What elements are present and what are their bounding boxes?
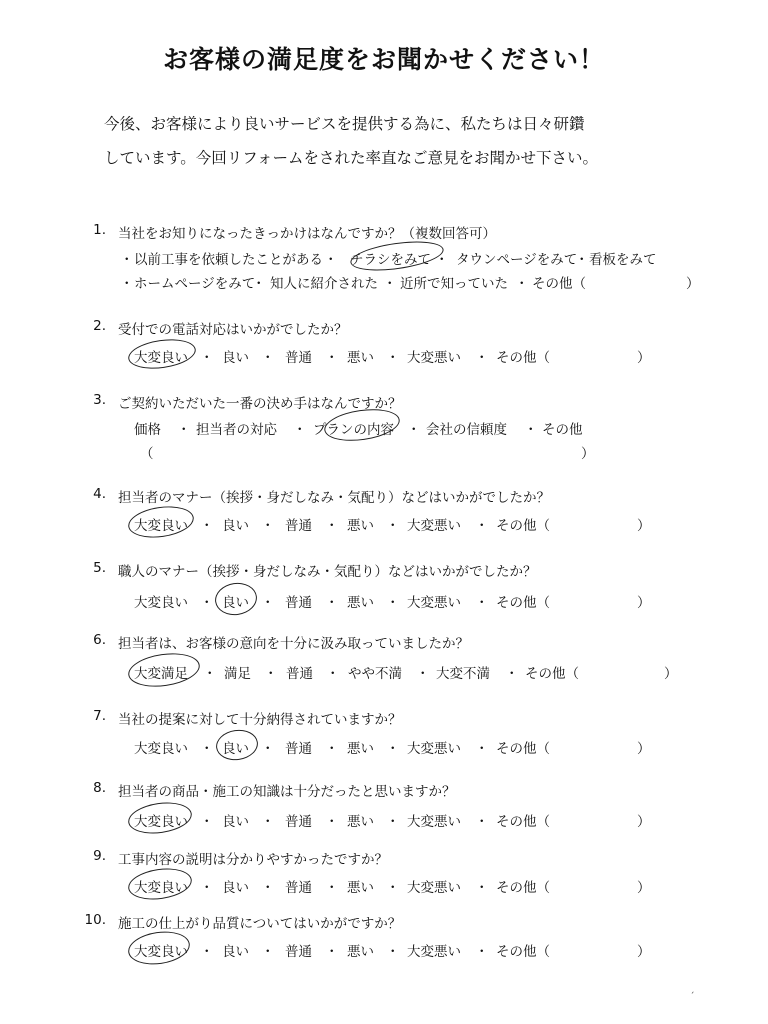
option-label: 価格 [134,422,161,438]
option-label: 良い [222,944,249,960]
question-text: 当社の提案に対して十分納得されていますか？ [118,712,402,728]
option-label: 大変良い [134,595,188,611]
option-label: 悪い [347,741,374,757]
bracket-close: ） [637,741,651,757]
question-text: 担当者の商品・施工の知識は十分だったと思いますか？ [118,784,456,800]
bracket-close: ） [637,814,651,830]
question-text: ご契約いただいた一番の決め手はなんですか？ [118,396,402,412]
selected-circle [126,649,202,691]
option-label: 良い [222,741,249,757]
option-label: 普通 [285,595,312,611]
option-label: やや不満 [348,666,402,682]
bullet: ・ [200,880,214,896]
bracket-close: ） [664,666,678,682]
bullet: ・ [252,276,266,292]
bullet: ・ [200,595,214,611]
option-label: 大変悪い [407,518,461,534]
option-label: 満足 [224,666,251,682]
option-label: 良い [222,350,249,366]
question-number: 9. [93,848,106,864]
bracket-close: ） [637,944,651,960]
bracket-close: ） [686,276,700,292]
bracket-close: ） [637,518,651,534]
bullet: ・ [264,666,278,682]
question-text: 担当者のマナー（挨拶・身だしなみ・気配り）などはいかがでしたか？ [118,490,550,506]
option-label: 良い [222,880,249,896]
bullet: ・ [200,814,214,830]
option-label: 大変良い [134,350,188,366]
question-number: 3. [93,392,106,408]
bracket-close: ） [581,446,595,462]
bullet: ・ [505,666,519,682]
bracket-open: （ [140,446,154,462]
option-label: 大変満足 [134,666,188,682]
bullet: ・ [261,595,275,611]
option-label: ホームページをみて [134,276,256,292]
option-label: その他（ [496,350,550,366]
selected-circle [126,335,197,372]
intro-line-2: しています。今回リフォームをされた率直なご意見をお聞かせ下さい。 [104,149,598,167]
option-label: 悪い [347,518,374,534]
bullet: ・ [261,814,275,830]
question-number: 10. [84,912,106,928]
option-label: 大変悪い [407,944,461,960]
bullet: ・ [200,944,214,960]
bullet: ・ [326,666,340,682]
bullet: ・ [325,350,339,366]
option-label: その他 [542,422,583,438]
bullet: ・ [524,422,538,438]
bullet: ・ [383,276,397,292]
question-number: 7. [93,708,106,724]
bullet: ・ [386,741,400,757]
bullet: ・ [325,595,339,611]
option-label: 普通 [285,350,312,366]
bullet: ・ [325,944,339,960]
bullet: ・ [325,518,339,534]
option-label: 大変悪い [407,595,461,611]
bullet: ・ [386,518,400,534]
bullet: ・ [325,814,339,830]
option-label: 大変不満 [436,666,490,682]
bullet: ・ [261,880,275,896]
option-label: 良い [222,595,249,611]
bullet: ・ [416,666,430,682]
option-label: 良い [222,518,249,534]
selected-circle [126,928,192,968]
selected-circle [349,237,446,276]
bullet: ・ [200,350,214,366]
bullet: ・ [261,944,275,960]
question-text: 当社をお知りになったきっかけはなんですか？（複数回答可） [118,226,496,242]
bullet: ・ [293,422,307,438]
bullet: ・ [386,880,400,896]
selected-circle [213,580,259,618]
bullet: ・ [386,350,400,366]
bullet: ・ [325,741,339,757]
bracket-close: ） [637,880,651,896]
scan-speck: ´ [690,992,695,1002]
question-number: 4. [93,486,106,502]
bullet: ・ [203,666,217,682]
option-label: タウンページをみて [456,252,578,268]
bullet: ・ [325,880,339,896]
bullet: ・ [200,518,214,534]
option-label: チラシをみて [350,252,431,268]
question-text: 施工の仕上がり品質についてはいかがですか？ [118,916,402,932]
question-number: 5. [93,560,106,576]
question-number: 8. [93,780,106,796]
option-label: 大変良い [134,944,188,960]
bracket-close: ） [637,350,651,366]
selected-circle [126,503,196,542]
option-label: その他（ [496,944,550,960]
bullet: ・ [475,880,489,896]
option-label: 普通 [286,666,313,682]
bullet: ・ [261,350,275,366]
survey-title: お客様の満足度をお聞かせください！ [162,45,605,74]
bullet: ・ [475,595,489,611]
bullet: ・ [200,741,214,757]
option-label: 悪い [347,880,374,896]
bullet: ・ [386,944,400,960]
option-label: 大変良い [134,741,188,757]
option-label: 大変良い [134,880,188,896]
option-label: 普通 [285,518,312,534]
option-label: プランの内容 [313,422,394,438]
bullet: ・ [575,252,589,268]
option-label: 看板をみて [589,252,657,268]
question-number: 1. [93,222,106,238]
option-label: 大変悪い [407,741,461,757]
bullet: ・ [261,741,275,757]
question-number: 6. [93,632,106,648]
option-label: 知人に紹介された [270,276,378,292]
option-label: その他（ [496,814,550,830]
option-label: 大変悪い [407,880,461,896]
bullet: ・ [324,252,338,268]
bracket-close: ） [637,595,651,611]
question-text: 担当者は、お客様の意向を十分に汲み取っていましたか？ [118,636,469,652]
option-label: 会社の信頼度 [426,422,507,438]
bullet: ・ [386,814,400,830]
bullet: ・ [120,252,134,268]
question-text: 受付での電話対応はいかがでしたか？ [118,322,348,338]
option-label: 大変悪い [407,350,461,366]
bullet: ・ [475,814,489,830]
option-label: その他（ [496,518,550,534]
selected-circle [126,799,194,838]
bullet: ・ [475,350,489,366]
question-text: 職人のマナー（挨拶・身だしなみ・気配り）などはいかがでしたか？ [118,564,537,580]
option-label: 担当者の対応 [196,422,277,438]
option-label: 悪い [347,595,374,611]
bullet: ・ [261,518,275,534]
option-label: 近所で知っていた [400,276,508,292]
option-label: 大変悪い [407,814,461,830]
question-text: 工事内容の説明は分かりやすかったですか？ [118,852,388,868]
option-label: 悪い [347,350,374,366]
option-label: その他（ [496,880,550,896]
option-label: 大変良い [134,518,188,534]
option-label: その他（ [496,741,550,757]
bullet: ・ [407,422,421,438]
option-label: 悪い [347,944,374,960]
bullet: ・ [515,276,529,292]
bullet: ・ [435,252,449,268]
option-label: 悪い [347,814,374,830]
bullet: ・ [386,595,400,611]
question-number: 2. [93,318,106,334]
option-label: その他（ [496,595,550,611]
option-label: 普通 [285,741,312,757]
selected-circle [214,727,260,763]
bullet: ・ [475,944,489,960]
option-label: 以前工事を依頼したことがある [134,252,323,268]
bullet: ・ [177,422,191,438]
bullet: ・ [475,741,489,757]
option-label: 普通 [285,814,312,830]
option-label: その他（ [532,276,586,292]
option-label: 良い [222,814,249,830]
option-label: 大変良い [134,814,188,830]
selected-circle [126,865,194,904]
bullet: ・ [120,276,134,292]
intro-line-1: 今後、お客様により良いサービスを提供する為に、私たちは日々研鑽 [104,115,585,133]
option-label: 普通 [285,944,312,960]
option-label: 普通 [285,880,312,896]
option-label: その他（ [525,666,579,682]
bullet: ・ [475,518,489,534]
